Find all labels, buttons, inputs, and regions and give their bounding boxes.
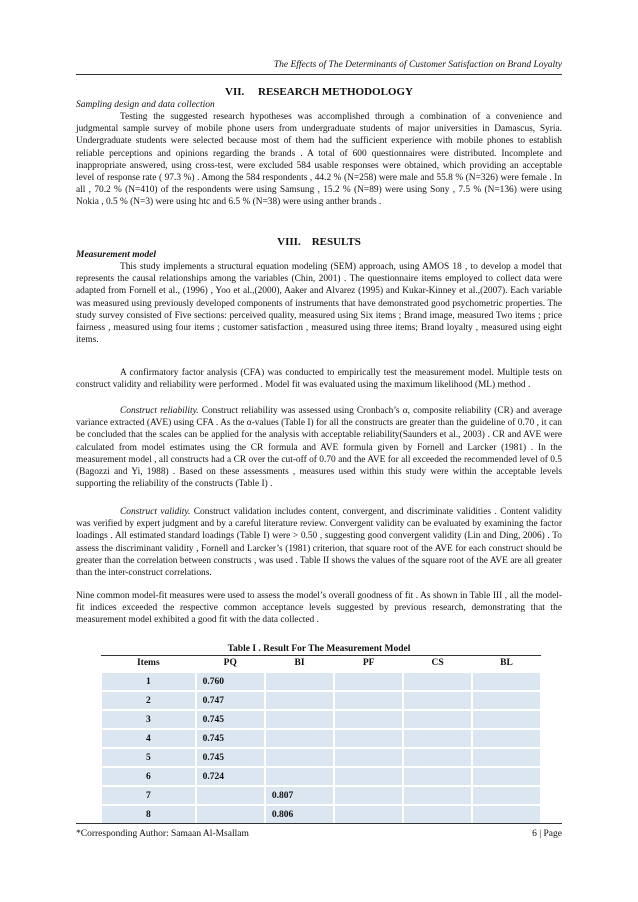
- table-row: [101, 767, 541, 786]
- paragraph-sampling: Testing the suggested research hypotheses was accomplished through a combination of a convenience and judgmental sample survey of mobile phone users from undergraduate students of major universities in Damascus, Syria. Undergraduate students were selected because most of them had the sufficient experience with mobile phones to establish reliable perceptions and opinions regarding the brands . A total of 600 questionnaires were distributed. Incomplete and inappropriate answered, using cross-test, were excluded 584 usable responses were obtained, which providing an acceptable level of response rate ( 97.3 %) . Among the 584 respondents , 44.2 % (N=258) were male and 55.8 % (N=326) were female . In all , 70.2 % (N=410) of the respondents were using Samsung , 15.2 % (N=89) were using Sony , 7.5 % (N=136) were using Nokia , 0.5 % (N=3) were using htc and 6.5 % (N=38) were using anther brands .: [76, 112, 562, 208]
- running-head: The Effects of The Determinants of Customer Satisfaction on Brand Loyalty: [273, 60, 562, 70]
- table-cell: [334, 767, 403, 786]
- reliability-text: Construct reliability was assessed using Cronbach’s α, composite reliability (CR) and average variance extracted (AVE) using CFA . As the α-values (Table I) for all the constructs are greater than the guideline of 0.70 , it can be concluded that the scales can be applied for the analysis with acceptable reliability(Saunders et al., 2003) . CR and AVE were calculated from model estimates using the CR formula and AVE formula given by Fornell and Larcker (1981) . In the measurement model , all constructs had a CR over the cut-off of 0.70 and the AVE for all exceeded the recommended level of 0.5 (Bagozzi and Yi, 1988) . Based on these assessments , measures used within this study were within the acceptable levels supporting the reliability of the constructs (Table I) .: [76, 406, 562, 490]
- table-cell: 3: [101, 710, 196, 729]
- column-header: BL: [472, 656, 541, 673]
- subheading-sampling: Sampling design and data collection: [76, 100, 215, 110]
- table-cell: [196, 786, 265, 805]
- paragraph-measurement-model: This study implements a structural equation modeling (SEM) approach, using AMOS 18 , to develop a model that represents the causal relationships among the variables (Chin, 2001) . The questionnaire items employed to collect data were adapted from Fornell et al., (1996) , Yoo et al.,(2000), Aaker and Alvarez (1995) and Kukar-Kinney et al.,(2007). Each variable was measured using previously developed components of instruments that have demonstrated good psychometric properties. The study survey consisted of Five sections: perceived quality, measured using Six items ; Brand image, measured Two items ; price fairness , measured using four items ; customer satisfaction , measured using three items; Brand loyalty , measured using eight items.: [76, 262, 562, 346]
- paragraph-construct-validity: [76, 506, 562, 579]
- table-cell: [334, 710, 403, 729]
- table-cell: [265, 691, 334, 710]
- table-cell: [334, 805, 403, 824]
- table-cell: [403, 691, 472, 710]
- table-cell: [334, 748, 403, 767]
- table-cell: 4: [101, 729, 196, 748]
- section-number: VII.: [225, 86, 245, 98]
- table-row: [101, 691, 541, 710]
- section-number: VIII.: [277, 236, 301, 248]
- table-cell: [403, 786, 472, 805]
- paragraph-model-fit: Nine common model-fit measures were used to assess the model’s overall goodness of fit . As shown in Table III , all the model-fit indices exceeded the respective common acceptance levels suggested by previous research, demonstrating that the measurement model exhibited a good fit with the data collected .: [76, 591, 562, 626]
- measurement-table: [100, 655, 542, 825]
- table-header-row: [101, 656, 541, 673]
- table-cell: [472, 672, 541, 691]
- table-row: [101, 672, 541, 691]
- column-header: PQ: [196, 656, 265, 673]
- table-cell: 5: [101, 748, 196, 767]
- table-cell: 0.807: [265, 786, 334, 805]
- table-cell: [403, 805, 472, 824]
- table-cell: 0.724: [196, 767, 265, 786]
- reliability-lead: Construct reliability.: [120, 406, 199, 416]
- table-cell: [265, 767, 334, 786]
- table-caption: Table I . Result For The Measurement Model: [227, 644, 411, 654]
- table-cell: 1: [101, 672, 196, 691]
- table-cell: [265, 748, 334, 767]
- corresponding-author: *Corresponding Author: Samaan Al-Msallam: [76, 829, 249, 839]
- section-title-text: RESEARCH METHODOLOGY: [258, 86, 413, 98]
- column-header: BI: [265, 656, 334, 673]
- paragraph-construct-reliability: [76, 405, 562, 490]
- header-divider: [76, 74, 562, 75]
- column-header: PF: [334, 656, 403, 673]
- column-header: CS: [403, 656, 472, 673]
- table-cell: [334, 691, 403, 710]
- table-cell: 0.747: [196, 691, 265, 710]
- paragraph-cfa: A confirmatory factor analysis (CFA) was conducted to empirically test the measurement model. Multiple tests on construct validity and reliability were performed . Model fit was evaluated using the maximum likelihood (ML) method .: [76, 368, 562, 391]
- table-cell: [472, 691, 541, 710]
- table-cell: [403, 672, 472, 691]
- table-cell: [403, 729, 472, 748]
- table-cell: 2: [101, 691, 196, 710]
- table-cell: 0.745: [196, 748, 265, 767]
- table-cell: 7: [101, 786, 196, 805]
- footer-divider: [76, 823, 562, 824]
- table-cell: [403, 767, 472, 786]
- table-cell: 0.745: [196, 729, 265, 748]
- table-cell: [472, 786, 541, 805]
- table-row: [101, 710, 541, 729]
- table-cell: [265, 710, 334, 729]
- table-cell: [196, 805, 265, 824]
- table-row: [101, 729, 541, 748]
- table-cell: [403, 710, 472, 729]
- table-cell: [472, 710, 541, 729]
- table-row: [101, 805, 541, 824]
- table-cell: 0.806: [265, 805, 334, 824]
- table-cell: [334, 786, 403, 805]
- validity-text: Construct validation includes content, convergent, and discriminate validities . Content validity was verified by expert judgment and by a careful literature review. Convergent validity can be evaluated by examining the factor loadings . All estimated standard loadings (Table I) were > 0.50 , suggesting good convergent validity (Lin and Ding, 2006) . To assess the discriminant validity , Fornell and Larcker’s (1981) criterion, that square root of the AVE for each construct should be greater than the correlation between constructs , was used . Table II shows the values of the square root of the AVE are all greater than the inter-construct correlations.: [76, 507, 562, 579]
- table-cell: 8: [101, 805, 196, 824]
- section-title-text: RESULTS: [311, 236, 361, 248]
- table-cell: [334, 729, 403, 748]
- table-row: [101, 786, 541, 805]
- table-cell: [472, 748, 541, 767]
- column-header: Items: [101, 656, 196, 673]
- table-cell: [403, 748, 472, 767]
- table-cell: [472, 729, 541, 748]
- section-heading-methodology: [76, 86, 562, 98]
- table-cell: [472, 767, 541, 786]
- table-cell: [334, 672, 403, 691]
- table-cell: 6: [101, 767, 196, 786]
- section-heading-results: [76, 236, 562, 248]
- subheading-measurement-model: Measurement model: [76, 250, 156, 260]
- table-cell: [265, 672, 334, 691]
- table-cell: 0.745: [196, 710, 265, 729]
- table-row: [101, 748, 541, 767]
- table-cell: [265, 729, 334, 748]
- table-cell: [472, 805, 541, 824]
- page-number: 6 | Page: [532, 829, 562, 839]
- table-cell: 0.760: [196, 672, 265, 691]
- validity-lead: Construct validity.: [120, 507, 191, 517]
